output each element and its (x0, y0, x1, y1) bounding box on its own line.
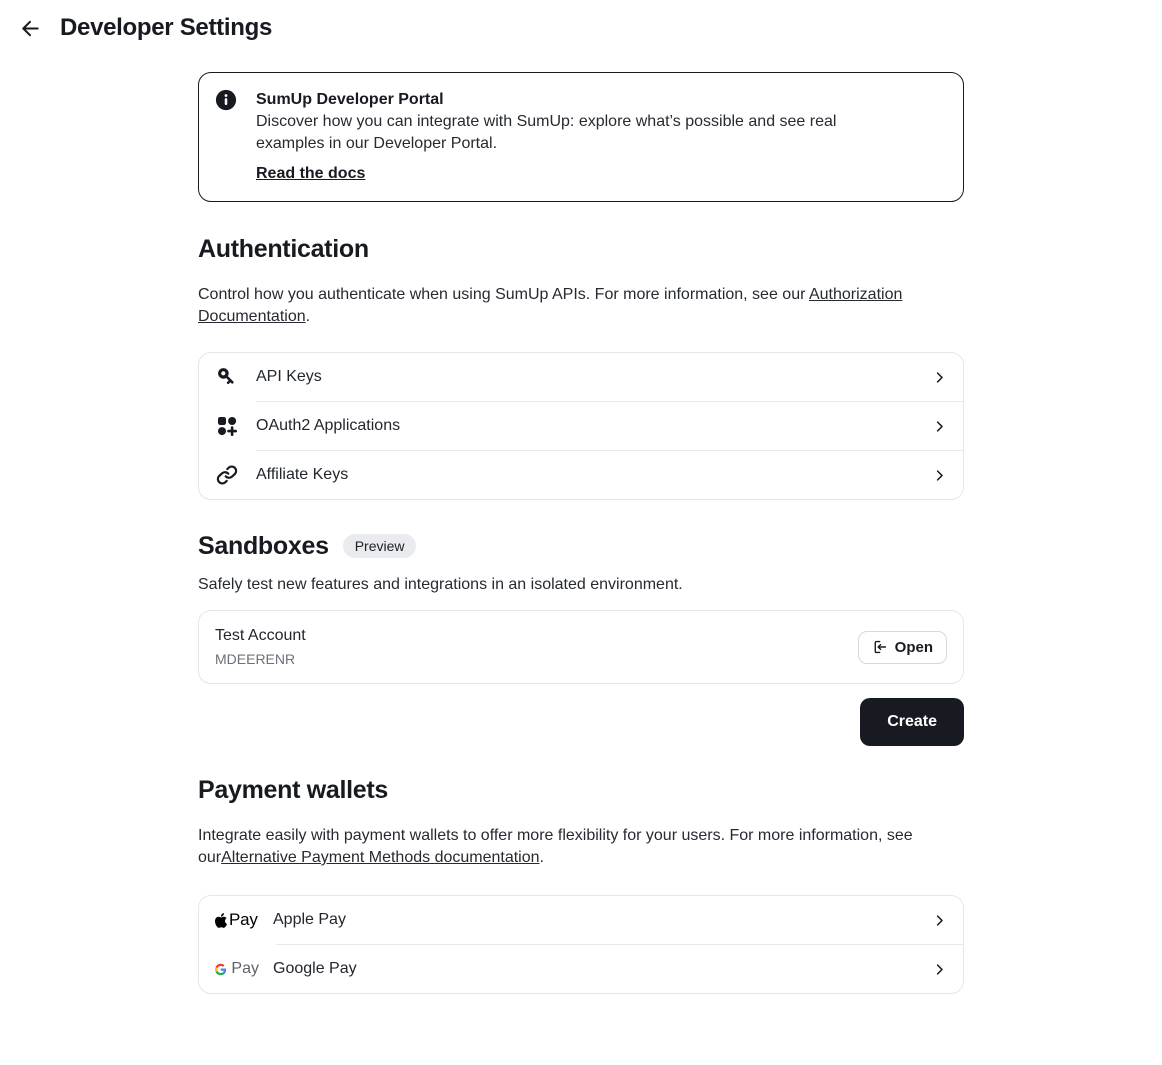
google-pay-logo (215, 960, 259, 978)
chevron-right-icon (931, 418, 947, 434)
google-g-icon (215, 961, 226, 978)
list-item-oauth2-applications[interactable] (199, 402, 963, 450)
info-banner (198, 72, 964, 202)
page-title: Developer Settings (60, 14, 272, 41)
chevron-right-icon (931, 369, 947, 385)
list-item-label: Apple Pay (273, 911, 346, 928)
open-button[interactable] (858, 631, 947, 664)
sandboxes-heading: Sandboxes (198, 532, 329, 560)
info-description: Discover how you can integrate with SumUp: explore what’s possible and see real examples in our Developer Portal. (256, 113, 837, 152)
authentication-heading: Authentication (198, 235, 369, 263)
google-pay-wordmark: Pay (231, 960, 259, 977)
main-content (198, 42, 964, 994)
info-icon (215, 89, 237, 111)
chevron-right-icon (931, 961, 947, 977)
apple-icon (215, 913, 227, 928)
chevron-right-icon (931, 912, 947, 928)
oauth-apps-icon (215, 414, 239, 438)
authentication-description (198, 284, 964, 328)
payment-wallets-list (198, 895, 964, 994)
payment-wallets-heading: Payment wallets (198, 776, 389, 804)
list-item-label: OAuth2 Applications (256, 417, 401, 434)
key-icon (215, 365, 239, 389)
list-item-label: Affiliate Keys (256, 466, 349, 483)
page-header (0, 0, 1162, 42)
payment-wallets-description-text: Integrate easily with payment wallets to offer more flexibility for your users. For more information, see our (198, 827, 913, 866)
authentication-description-period: . (305, 308, 311, 325)
info-body (256, 89, 864, 185)
list-item-api-keys[interactable] (199, 353, 963, 401)
authentication-list (198, 352, 964, 500)
account-code: MDEERENR (215, 651, 296, 667)
test-account-card (198, 610, 964, 684)
back-button[interactable] (16, 14, 44, 42)
read-the-docs-link[interactable]: Read the docs (256, 165, 366, 182)
alternative-payment-methods-link[interactable]: Alternative Payment Methods documentation (221, 849, 540, 866)
open-button-label: Open (894, 638, 933, 656)
list-item-label: API Keys (256, 368, 322, 385)
sandboxes-heading-row (198, 532, 964, 560)
create-button[interactable]: Create (860, 698, 964, 746)
authorization-documentation-link[interactable]: Authorization Documentation (198, 286, 903, 325)
arrow-left-icon (19, 17, 42, 40)
account-name: Test Account (215, 627, 306, 644)
apple-pay-logo (215, 910, 259, 930)
apple-pay-wordmark: Pay (229, 910, 258, 929)
list-item-google-pay[interactable] (199, 945, 963, 993)
list-item-label: Google Pay (273, 960, 357, 977)
info-title: SumUp Developer Portal (256, 91, 444, 108)
payment-wallets-description-period: . (539, 849, 544, 866)
sandboxes-description: Safely test new features and integrations in an isolated environment. (198, 576, 683, 593)
link-icon (215, 463, 239, 487)
account-info (215, 625, 306, 669)
preview-badge: Preview (343, 534, 417, 558)
payment-wallets-description (198, 825, 964, 869)
list-item-affiliate-keys[interactable] (199, 451, 963, 499)
list-item-apple-pay[interactable] (199, 896, 963, 944)
create-row (198, 698, 964, 746)
enter-icon (872, 639, 888, 655)
chevron-right-icon (931, 467, 947, 483)
authentication-description-text: Control how you authenticate when using SumUp APIs. For more information, see our (198, 286, 809, 303)
